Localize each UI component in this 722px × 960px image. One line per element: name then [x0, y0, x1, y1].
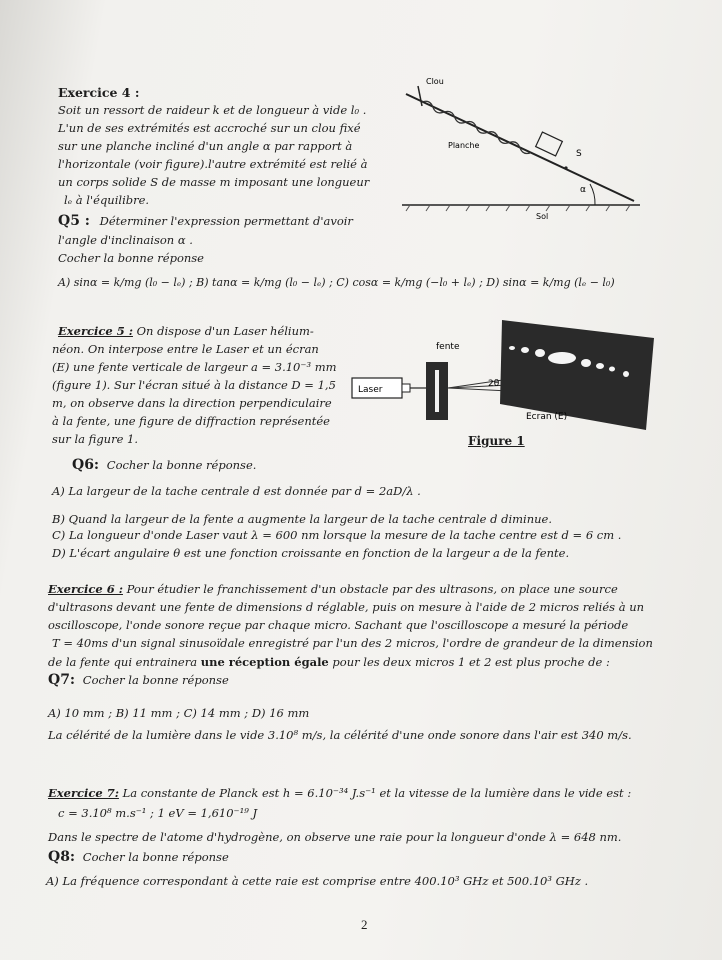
- ex4-line-3: sur une planche incliné d'un angle α par rapport à: [58, 139, 353, 153]
- ex5-line-4: m, on observe dans la direction perpendiculaire: [52, 396, 332, 410]
- label-sol: Sol: [536, 212, 549, 221]
- q5-text-2: l'angle d'inclinaison α .: [58, 233, 193, 247]
- exercise-6-title: Exercice 6 :: [48, 582, 123, 596]
- solid-body-s: [536, 132, 563, 156]
- q6-option-b: B) Quand la largeur de la fente a augmente la largeur de la tache centrale d diminue.: [52, 512, 552, 526]
- q7-options: A) 10 mm ; B) 11 mm ; C) 14 mm ; D) 16 mm: [48, 706, 310, 720]
- q7-number: Q7:: [48, 672, 76, 688]
- q5-instruction: Cocher la bonne réponse: [58, 251, 204, 265]
- q8-instruction: Cocher la bonne réponse: [82, 850, 229, 864]
- label-laser: Laser: [358, 385, 383, 395]
- q8-option-a: A) La fréquence correspondant à cette raie est comprise entre 400.10³ GHz et 500.10³ GHz .: [46, 874, 589, 888]
- ex6-line-3: T = 40ms d'un signal sinusoïdale enregistré par l'un des 2 micros, l'ordre de grandeur de la dimension: [52, 636, 653, 650]
- q7-line: [48, 673, 229, 687]
- q5-text: Déterminer l'expression permettant d'avoir: [99, 214, 353, 228]
- ex7-spectrum: Dans le spectre de l'atome d'hydrogène, on observe une raie pour la longueur d'onde λ = 648 nm.: [48, 830, 622, 844]
- q7-instruction: Cocher la bonne réponse: [82, 673, 229, 687]
- ex4-line-2: L'un de ses extrémités est accroché sur un clou fixé: [58, 121, 361, 135]
- q8-number: Q8:: [48, 849, 76, 865]
- q5-number: Q5 :: [58, 213, 90, 229]
- label-s: S: [576, 149, 582, 159]
- diffraction-figure: [350, 318, 660, 446]
- ex5-line-6: sur la figure 1.: [52, 432, 139, 446]
- label-alpha: α: [580, 185, 586, 195]
- label-planche: Planche: [448, 141, 480, 150]
- ground-hatching: [406, 205, 630, 211]
- slit: [435, 370, 439, 412]
- ex6-title-line: [48, 582, 618, 596]
- ex7-title-rest: La constante de Planck est h = 6.10⁻³⁴ J.s⁻¹ et la vitesse de la lumière dans le vide est :: [118, 786, 632, 800]
- page-number: 2: [361, 917, 368, 932]
- ex5-line-2: (E) une fente verticale de largeur a = 3.10⁻³ mm: [52, 360, 337, 374]
- ex6-emphasis: une réception égale: [200, 655, 329, 669]
- q5-options: A) sinα = k/mg (l₀ − lₑ) ; B) tanα = k/mg (l₀ − lₑ) ; C) cosα = k/mg (−l₀ + lₑ) ; D) sinα = k/mg (lₑ − l₀): [58, 276, 615, 289]
- ex6-line-1: d'ultrasons devant une fente de dimensions d réglable, puis on mesure à l'aide de 2 micros reliés à un: [48, 600, 645, 614]
- q8-line: [48, 850, 229, 864]
- ex6-title-rest: Pour étudier le franchissement d'un obstacle par des ultrasons, on place une source: [122, 582, 618, 596]
- ex5-line-1: néon. On interpose entre le Laser et un écran: [52, 342, 319, 356]
- angle-arc: [590, 184, 595, 205]
- ex6-line-2: oscilloscope, l'onde sonore reçue par chaque micro. Sachant que l'oscilloscope a mesuré la période: [48, 618, 629, 632]
- q5-line: [58, 214, 353, 228]
- exercise-7-title: Exercice 7:: [48, 786, 119, 800]
- ex5-line-3: (figure 1). Sur l'écran situé à la distance D = 1,5: [52, 378, 336, 392]
- ex7-constants: c = 3.10⁸ m.s⁻¹ ; 1 eV = 1,610⁻¹⁹ J: [58, 806, 258, 820]
- label-fente: fente: [436, 342, 460, 352]
- q6-number: Q6:: [72, 457, 100, 473]
- ex4-line-6: lₑ à l'équilibre.: [64, 193, 150, 207]
- q6-option-c: C) La longueur d'onde Laser vaut λ = 600 nm lorsque la mesure de la tache centre est d = 6 cm .: [52, 528, 622, 542]
- screen-e: [500, 320, 654, 430]
- nail: [418, 86, 422, 106]
- q6-line: [72, 458, 256, 472]
- ex5-line-5: à la fente, une figure de diffraction représentée: [52, 414, 330, 428]
- ex5-title-rest: On dispose d'un Laser hélium-: [132, 324, 314, 338]
- q6-option-d: D) L'écart angulaire θ est une fonction croissante en fonction de la largeur a de la fente.: [52, 546, 570, 560]
- ex4-line-5: un corps solide S de masse m imposant une longueur: [58, 175, 370, 189]
- q6-option-a: A) La largeur de la tache centrale d est donnée par d = 2aD/λ .: [52, 484, 421, 498]
- label-clou: Clou: [426, 77, 444, 86]
- ex4-line-4: l'horizontale (voir figure).l'autre extrémité est relié à: [58, 157, 368, 171]
- inclined-plane-figure: [390, 72, 650, 222]
- q7-note: La célérité de la lumière dans le vide 3.10⁸ m/s, la célérité d'une onde sonore dans l'air est 340 m/s.: [48, 728, 632, 742]
- ex5-title-line: [58, 324, 314, 338]
- figure-1-caption: Figure 1: [468, 434, 525, 448]
- q6-instruction: Cocher la bonne réponse.: [106, 458, 257, 472]
- ex7-title-line: [48, 786, 631, 800]
- ex4-line-1: Soit un ressort de raideur k et de longueur à vide l₀ .: [58, 103, 367, 117]
- exercise-4-title: Exercice 4 :: [58, 85, 140, 100]
- exercise-5-title: Exercice 5 :: [58, 324, 133, 338]
- label-ecran: Ecran (E): [526, 412, 568, 422]
- label-2theta: 2θ: [488, 379, 500, 389]
- ex6-line-4: de la fente qui entrainera une réception égale pour les deux micros 1 et 2 est plus proche de :: [48, 655, 610, 669]
